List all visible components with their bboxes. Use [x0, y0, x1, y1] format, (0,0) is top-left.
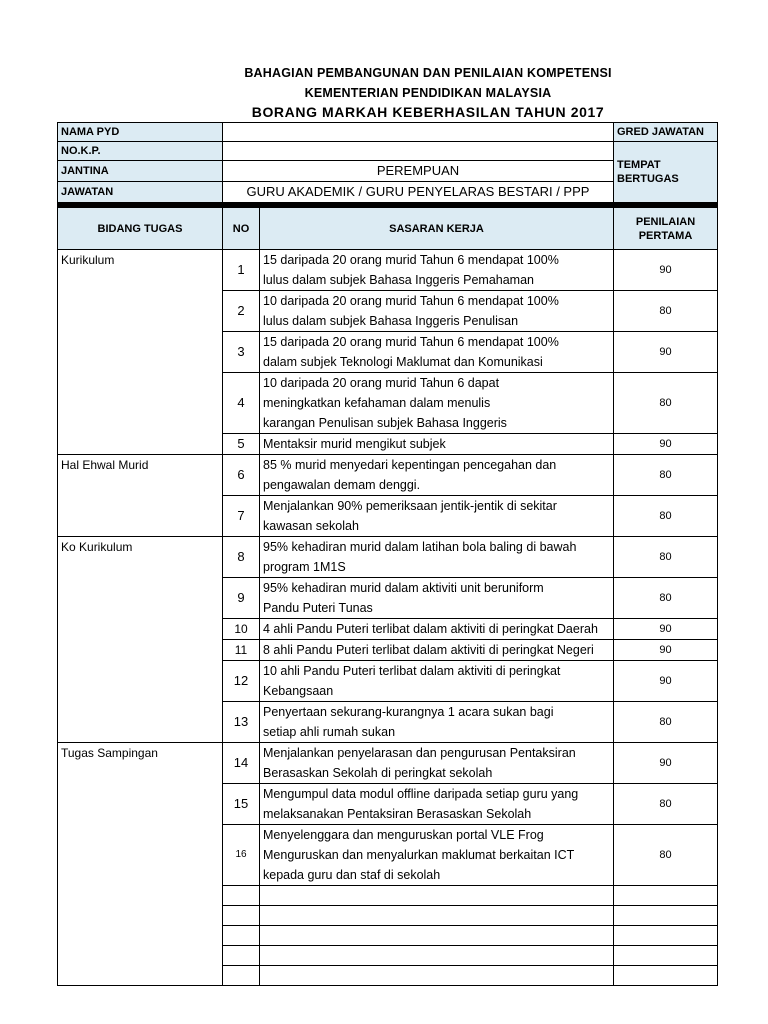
row-mark: 90	[614, 619, 718, 640]
row-mark: 90	[614, 332, 718, 373]
row-sasaran: Menyelenggara dan menguruskan portal VLE Frog Menguruskan dan menyalurkan maklumat berkaitan ICT kepada guru dan staf di sekolah	[260, 825, 614, 886]
row-mark: 80	[614, 455, 718, 496]
row-no: 6	[223, 455, 260, 496]
gred-label: GRED JAWATAN	[614, 123, 718, 142]
row-sasaran: 10 ahli Pandu Puteri terlibat dalam aktiviti di peringkat Kebangsaan	[260, 661, 614, 702]
jantina-label: JANTINA	[58, 161, 223, 182]
nokp-label: NO.K.P.	[58, 142, 223, 161]
row-mark: 80	[614, 496, 718, 537]
area-koko: Ko Kurikulum	[58, 537, 223, 743]
row-mark: 80	[614, 578, 718, 619]
row-no: 11	[223, 640, 260, 661]
row-sasaran: 15 daripada 20 orang murid Tahun 6 mendapat 100% lulus dalam subjek Bahasa Inggeris Pemahaman	[260, 250, 614, 291]
area-kurikulum: Kurikulum	[58, 250, 223, 455]
row-mark: 80	[614, 702, 718, 743]
row-sasaran: 10 daripada 20 orang murid Tahun 6 mendapat 100% lulus dalam subjek Bahasa Inggeris Penulisan	[260, 291, 614, 332]
tempat-label: TEMPAT BERTUGAS	[614, 142, 718, 203]
row-no: 5	[223, 434, 260, 455]
row-no: 3	[223, 332, 260, 373]
row-mark: 90	[614, 434, 718, 455]
row-no: 1	[223, 250, 260, 291]
row-sasaran: Penyertaan sekurang-kurangnya 1 acara sukan bagi setiap ahli rumah sukan	[260, 702, 614, 743]
row-mark: 80	[614, 373, 718, 434]
jawatan-label: JAWATAN	[58, 182, 223, 203]
col-penilaian: PENILAIAN PERTAMA	[614, 208, 718, 250]
markah-table	[57, 122, 718, 986]
row-no: 16	[223, 825, 260, 886]
col-no: NO	[223, 208, 260, 250]
area-sampingan: Tugas Sampingan	[58, 743, 223, 986]
row-mark: 80	[614, 537, 718, 578]
row-sasaran: 8 ahli Pandu Puteri terlibat dalam aktiviti di peringkat Negeri	[260, 640, 614, 661]
nokp-value	[223, 142, 614, 161]
row-sasaran: 10 daripada 20 orang murid Tahun 6 dapat meningkatkan kefahaman dalam menulis karangan Penulisan subjek Bahasa Inggeris	[260, 373, 614, 434]
row-sasaran: 95% kehadiran murid dalam aktiviti unit beruniform Pandu Puteri Tunas	[260, 578, 614, 619]
row-mark: 80	[614, 784, 718, 825]
row-sasaran: Menjalankan 90% pemeriksaan jentik-jentik di sekitar kawasan sekolah	[260, 496, 614, 537]
row-mark: 90	[614, 661, 718, 702]
row-mark: 90	[614, 250, 718, 291]
row-sasaran: 85 % murid menyedari kepentingan pencegahan dan pengawalan demam denggi.	[260, 455, 614, 496]
row-sasaran: Mentaksir murid mengikut subjek	[260, 434, 614, 455]
row-mark: 90	[614, 743, 718, 784]
row-sasaran: Menjalankan penyelarasan dan pengurusan Pentaksiran Berasaskan Sekolah di peringkat sekolah	[260, 743, 614, 784]
table-row	[58, 455, 718, 496]
jantina-value: PEREMPUAN	[223, 161, 614, 182]
row-no: 15	[223, 784, 260, 825]
nama-label: NAMA PYD	[58, 123, 223, 142]
col-bidang: BIDANG TUGAS	[58, 208, 223, 250]
area-hem: Hal Ehwal Murid	[58, 455, 223, 537]
row-no: 4	[223, 373, 260, 434]
row-mark: 80	[614, 291, 718, 332]
row-no: 2	[223, 291, 260, 332]
info-row-nokp	[58, 142, 718, 161]
row-sasaran: 95% kehadiran murid dalam latihan bola baling di bawah program 1M1S	[260, 537, 614, 578]
form-title: BORANG MARKAH KEBERHASILAN TAHUN 2017	[251, 104, 605, 120]
table-row	[58, 537, 718, 578]
nama-value	[223, 123, 614, 142]
info-row-nama	[58, 123, 718, 142]
row-no: 8	[223, 537, 260, 578]
row-no: 14	[223, 743, 260, 784]
table-row	[58, 250, 718, 291]
table-row	[58, 743, 718, 784]
row-no: 7	[223, 496, 260, 537]
row-no: 9	[223, 578, 260, 619]
row-sasaran: 15 daripada 20 orang murid Tahun 6 mendapat 100% dalam subjek Teknologi Maklumat dan Komunikasi	[260, 332, 614, 373]
column-header-row	[58, 208, 718, 250]
row-no: 10	[223, 619, 260, 640]
header-line-1: BAHAGIAN PEMBANGUNAN DAN PENILAIAN KOMPETENSI	[244, 66, 612, 80]
header-line-2: KEMENTERIAN PENDIDIKAN MALAYSIA	[304, 86, 552, 100]
row-sasaran: 4 ahli Pandu Puteri terlibat dalam aktiviti di peringkat Daerah	[260, 619, 614, 640]
row-mark: 90	[614, 640, 718, 661]
jawatan-value: GURU AKADEMIK / GURU PENYELARAS BESTARI / PPP	[223, 182, 614, 203]
col-sasaran: SASARAN KERJA	[260, 208, 614, 250]
row-mark: 80	[614, 825, 718, 886]
row-sasaran: Mengumpul data modul offline daripada setiap guru yang melaksanakan Pentaksiran Berasaskan Sekolah	[260, 784, 614, 825]
row-no: 13	[223, 702, 260, 743]
row-no: 12	[223, 661, 260, 702]
